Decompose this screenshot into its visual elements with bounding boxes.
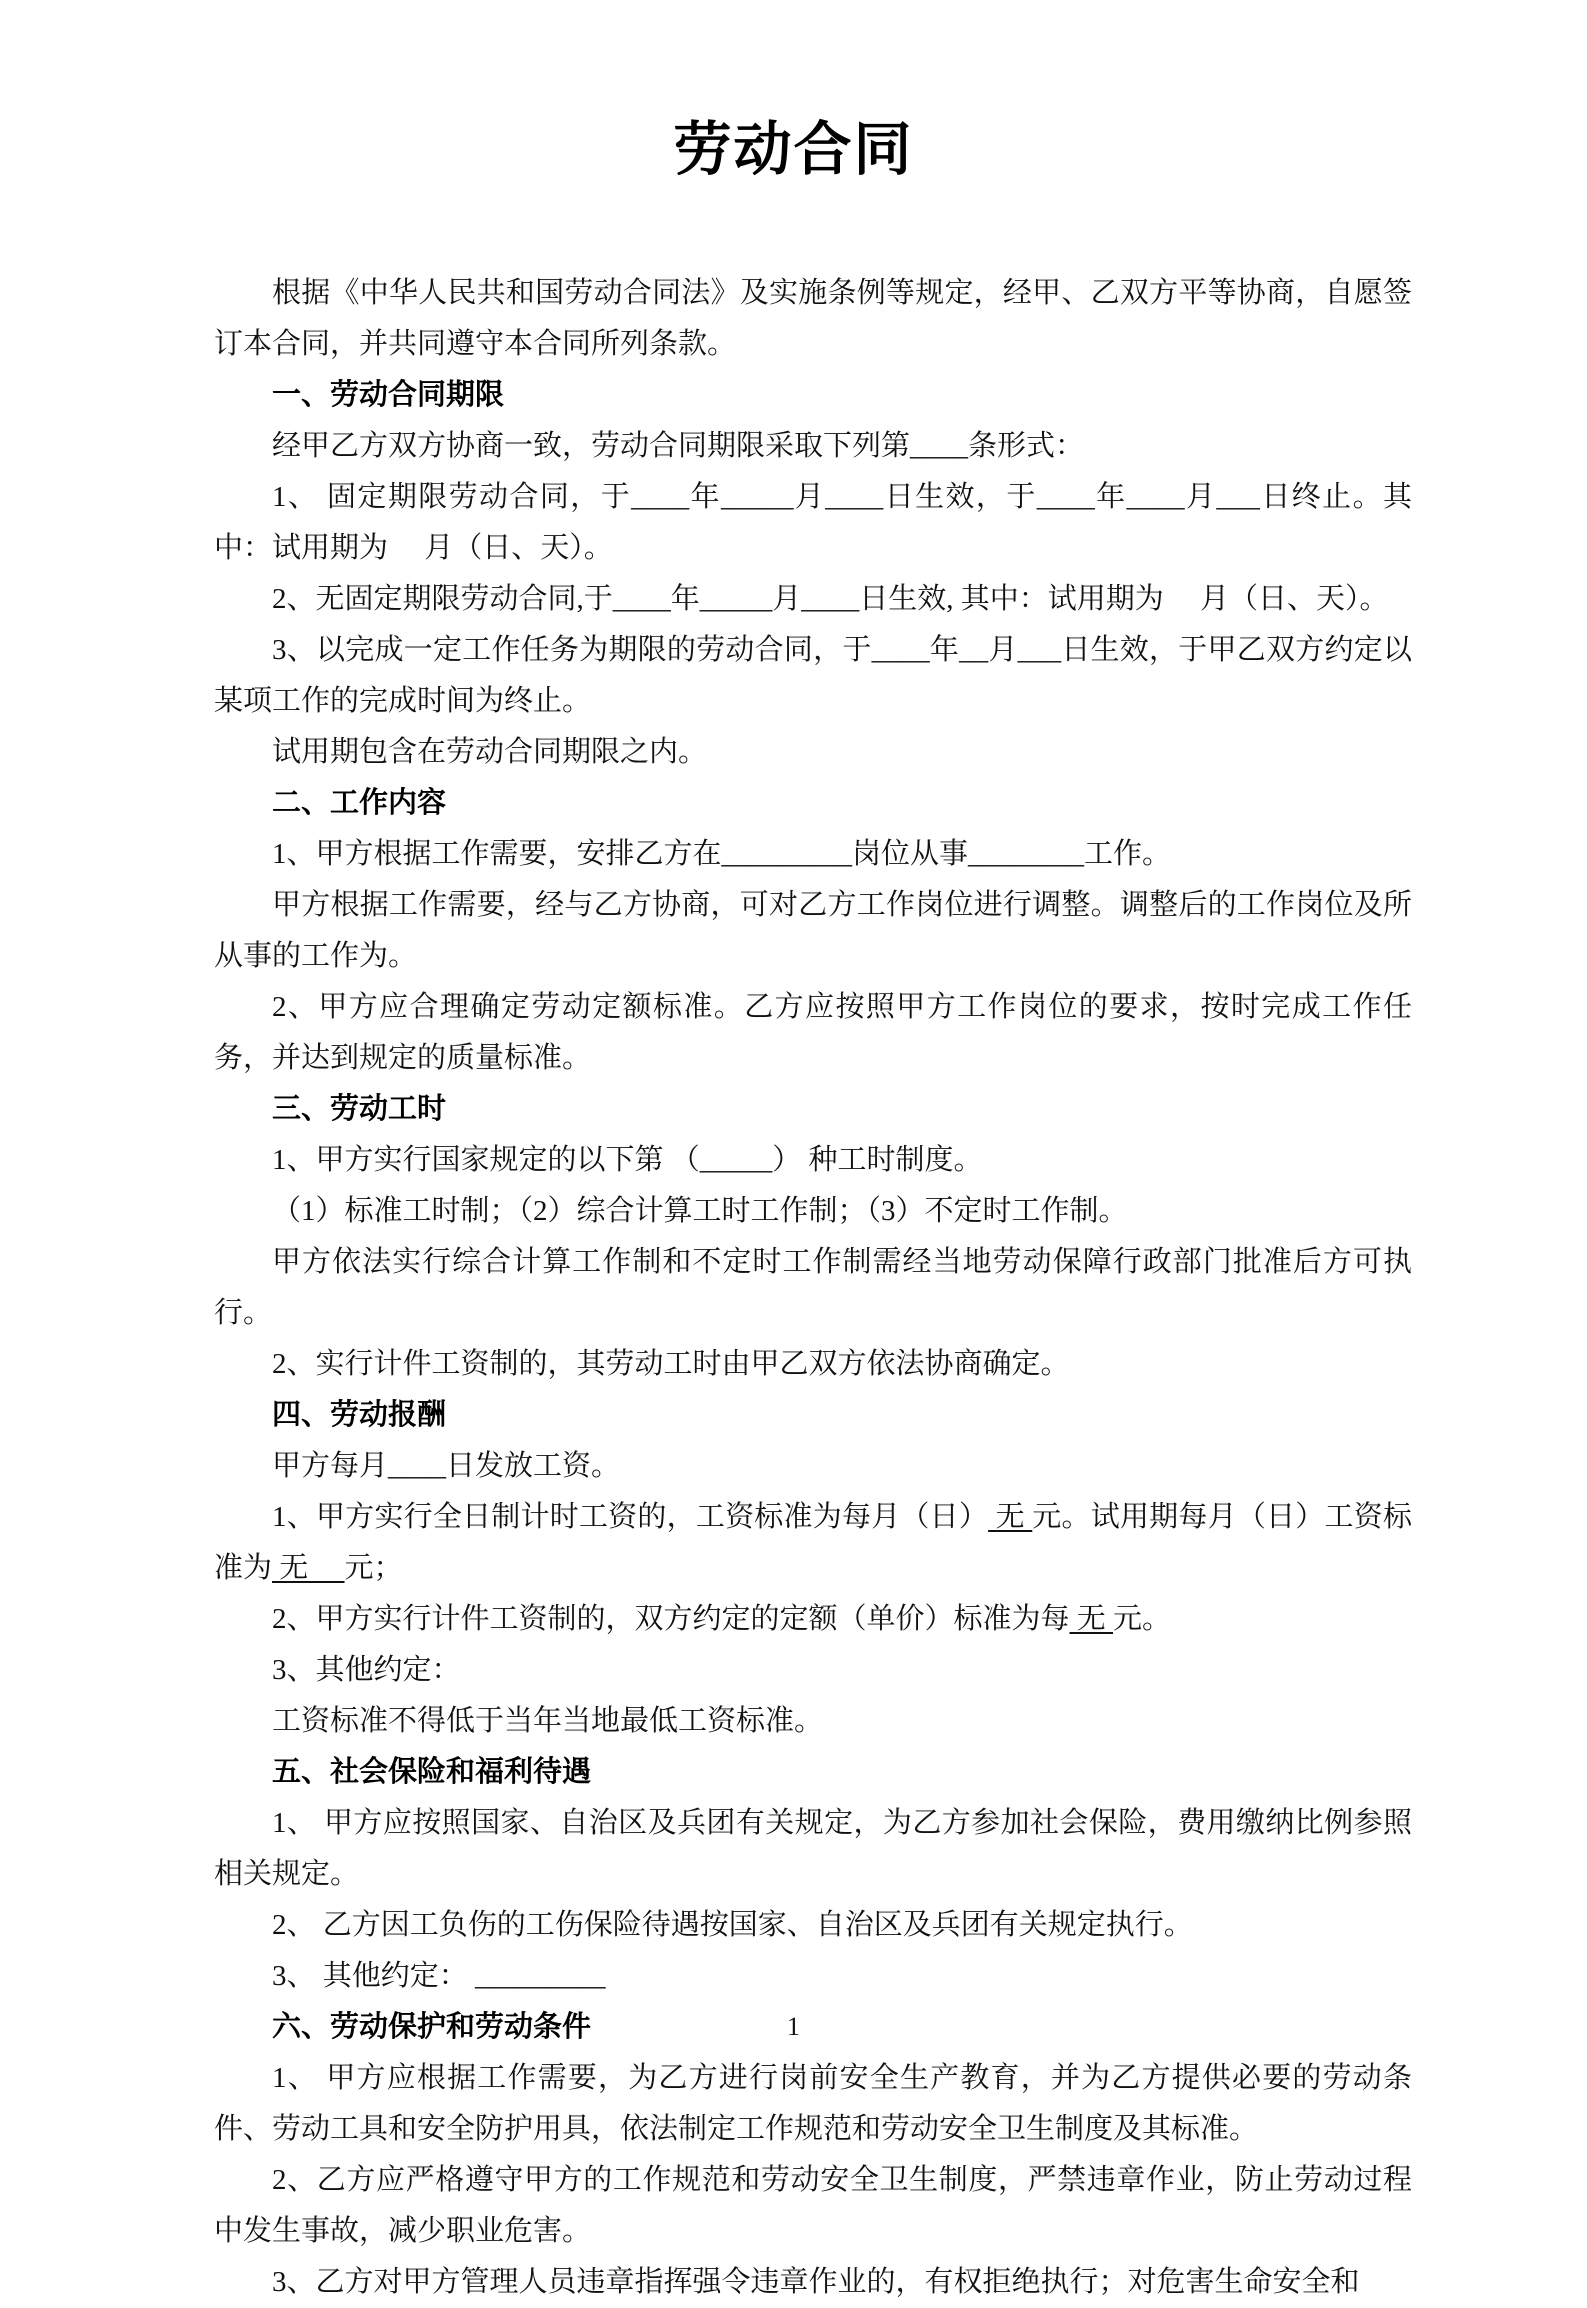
text-run: 3、其他约定： (272, 1654, 461, 1686)
text-run: 经甲乙方双方协商一致，劳动合同期限采取下列第____条形式： (272, 430, 1085, 462)
text-run: 二、工作内容 (272, 787, 447, 819)
intro-paragraph (214, 268, 1412, 370)
text-run: 六、劳动保护和劳动条件 (272, 2011, 592, 2043)
page-number: 1 (787, 2012, 800, 2041)
section-1-note (214, 727, 1412, 778)
section-1-lead (214, 421, 1412, 472)
underlined-value: 无 (1069, 1603, 1114, 1635)
section-4-heading (214, 1390, 1412, 1441)
section-3-options (214, 1186, 1412, 1237)
section-5-item-3 (214, 1951, 1412, 2002)
section-3-heading (214, 1084, 1412, 1135)
text-run: 2、实行计件工资制的，其劳动工时由甲乙双方依法协商确定。 (272, 1348, 1070, 1380)
text-run: 3、以完成一定工作任务为期限的劳动合同，于____年__月___日生效，于甲乙双方约定以某项工作的完成时间为终止。 (214, 634, 1412, 717)
section-2-item-1 (214, 829, 1412, 880)
section-1-item-3 (214, 625, 1412, 727)
text-run: 四、劳动报酬 (272, 1399, 447, 1431)
text-run: 2、 乙方因工负伤的工伤保险待遇按国家、自治区及兵团有关规定执行。 (272, 1909, 1193, 1941)
section-3-item-1 (214, 1135, 1412, 1186)
section-6-item-1 (214, 2053, 1412, 2155)
text-run: 3、乙方对甲方管理人员违章指挥强令违章作业的，有权拒绝执行；对危害生命安全和 (272, 2266, 1360, 2298)
text-run: 五、社会保险和福利待遇 (272, 1756, 592, 1788)
text-run: 2、乙方应严格遵守甲方的工作规范和劳动安全卫生制度，严禁违章作业，防止劳动过程中发生事故，减少职业危害。 (214, 2164, 1412, 2247)
section-2-item-1-note (214, 880, 1412, 982)
text-run: （1）标准工时制；（2）综合计算工时工作制；（3）不定时工作制。 (272, 1195, 1128, 1227)
document-title: 劳动合同 (673, 117, 914, 182)
section-2-heading (214, 778, 1412, 829)
section-3-item-2 (214, 1339, 1412, 1390)
section-6-item-2 (214, 2155, 1412, 2257)
text-run: 元； (344, 1552, 403, 1584)
text-run: 2、无固定期限劳动合同,于____年_____月____日生效, 其中：试用期为 月（日、天）。 (272, 583, 1389, 615)
section-6-item-3 (214, 2257, 1412, 2308)
text-run: 甲方每月____日发放工资。 (272, 1450, 621, 1482)
text-run: 1、甲方根据工作需要，安排乙方在_________岗位从事________工作。 (272, 838, 1172, 870)
section-2-item-2 (214, 982, 1412, 1084)
text-run: 甲方根据工作需要，经与乙方协商，可对乙方工作岗位进行调整。调整后的工作岗位及所从事的工作为。 (214, 889, 1412, 972)
text-run: 1、甲方实行全日制计时工资的，工资标准为每月（日） (272, 1501, 989, 1533)
section-4-note (214, 1696, 1412, 1747)
text-run: 3、 其他约定： _________ (272, 1960, 606, 1992)
text-run: 根据《中华人民共和国劳动合同法》及实施条例等规定，经甲、乙双方平等协商，自愿签订本合同，并共同遵守本合同所列条款。 (214, 277, 1412, 360)
contract-body (214, 268, 1412, 2308)
text-run: 三、劳动工时 (272, 1093, 447, 1125)
text-run: 1、甲方实行国家规定的以下第 （_____） 种工时制度。 (272, 1144, 983, 1176)
section-5-item-1 (214, 1798, 1412, 1900)
text-run: 元。试用期每月（日）工资标准为 (214, 1501, 1412, 1584)
section-1-item-2 (214, 574, 1412, 625)
section-1-heading (214, 370, 1412, 421)
section-5-item-2 (214, 1900, 1412, 1951)
section-4-item-1 (214, 1492, 1412, 1594)
underlined-value: 无 (988, 1501, 1033, 1533)
text-run: 甲方依法实行综合计算工作制和不定时工作制需经当地劳动保障行政部门批准后方可执行。 (214, 1246, 1412, 1329)
section-4-item-3 (214, 1645, 1412, 1696)
text-run: 元。 (1113, 1603, 1172, 1635)
section-4-item-2 (214, 1594, 1412, 1645)
text-run: 一、劳动合同期限 (272, 379, 505, 411)
section-1-item-1 (214, 472, 1412, 574)
text-run: 1、 甲方应根据工作需要，为乙方进行岗前安全生产教育，并为乙方提供必要的劳动条件、劳动工具和安全防护用具，依法制定工作规范和劳动安全卫生制度及其标准。 (214, 2062, 1412, 2145)
text-run: 试用期包含在劳动合同期限之内。 (272, 736, 708, 768)
text-run: 工资标准不得低于当年当地最低工资标准。 (272, 1705, 824, 1737)
section-5-heading (214, 1747, 1412, 1798)
section-3-note (214, 1237, 1412, 1339)
text-run: 1、 甲方应按照国家、自治区及兵团有关规定，为乙方参加社会保险，费用缴纳比例参照相关规定。 (214, 1807, 1412, 1890)
section-4-lead (214, 1441, 1412, 1492)
text-run: 2、甲方应合理确定劳动定额标准。乙方应按照甲方工作岗位的要求，按时完成工作任务，并达到规定的质量标准。 (214, 991, 1412, 1074)
text-run: 2、甲方实行计件工资制的，双方约定的定额（单价）标准为每 (272, 1603, 1070, 1635)
underlined-value: 无 (272, 1552, 345, 1584)
text-run: 1、 固定期限劳动合同，于____年_____月____日生效，于____年____月___日终止。其中：试用期为 月（日、天）。 (214, 481, 1412, 564)
